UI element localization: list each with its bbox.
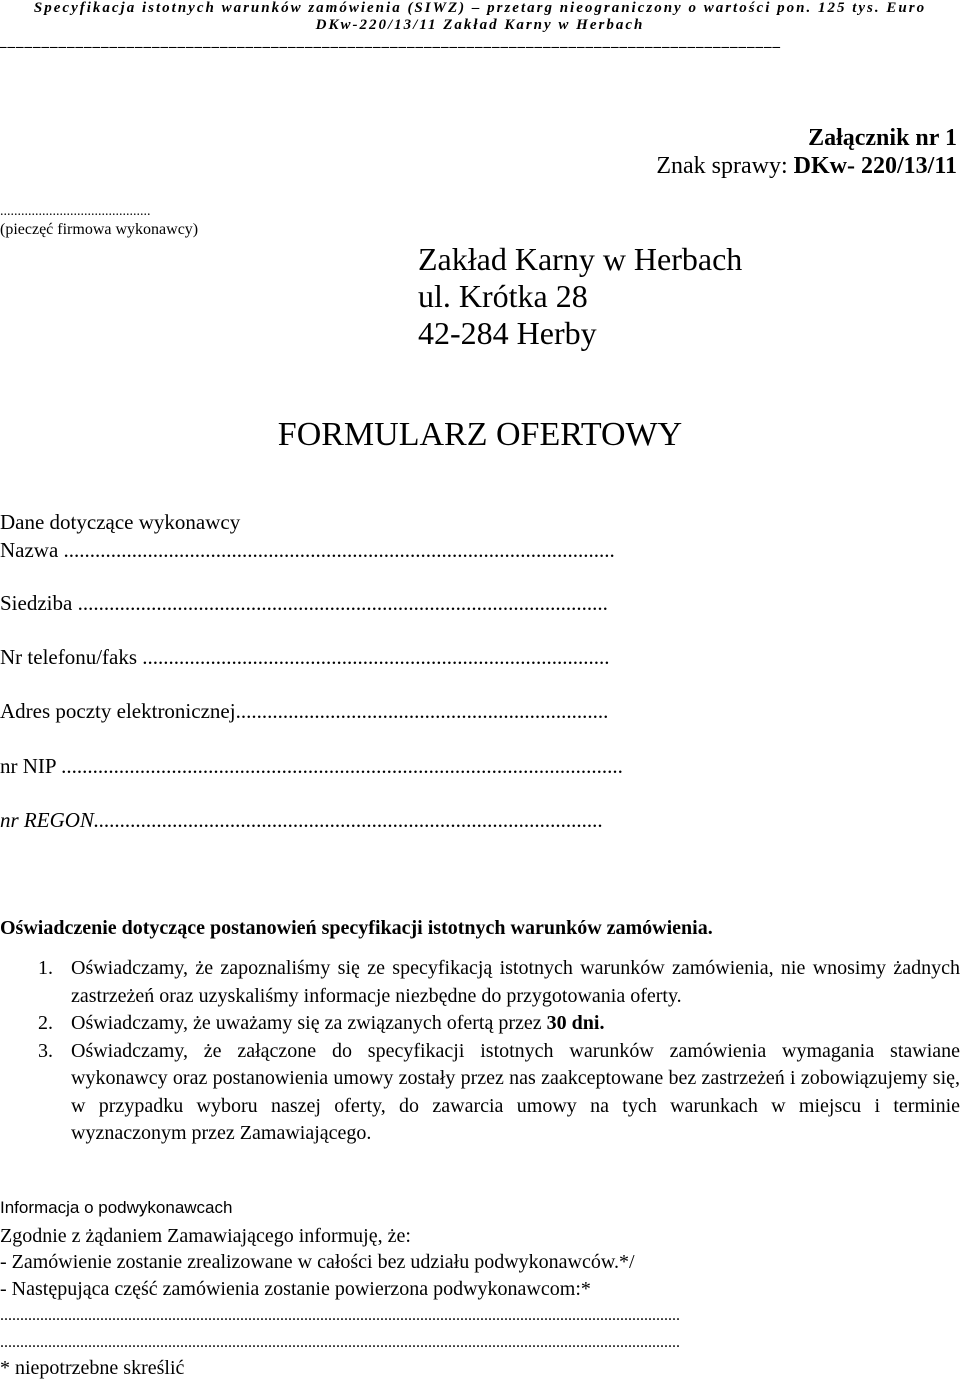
field-name[interactable] [0, 538, 830, 563]
addressee-name: Zakład Karny w Herbach [418, 241, 743, 277]
declaration-item-number: 2. [38, 1012, 53, 1034]
field-nip-dots: ........................................................................................................... [55, 754, 623, 778]
subcontracted-part-line-1[interactable]: .......................................................................................................................................................................... [0, 1307, 680, 1324]
field-address-dots: ..................................................................................................... [72, 591, 608, 615]
field-address-label: Siedziba [0, 591, 73, 615]
addressee-street: ul. Krótka 28 [418, 278, 588, 314]
field-email-dots: ....................................................................... [235, 699, 609, 723]
addressee-city: 42-284 Herby [418, 315, 597, 351]
company-stamp-placeholder: ........................................... [0, 204, 151, 219]
field-regon-dots: ................................................................................................. [93, 808, 604, 832]
declaration-item-text: Oświadczamy, że załączone do specyfikacji istotnych warunków zamówienia wymagania stawiane wykonawcy oraz postanowienia umowy zostały przez nas zaakceptowane bez zastrzeżeń i zobowiązujemy się, w przypadku wyboru naszej oferty, do zawarcia umowy na tych warunkach w miejscu i terminie wyznaczonym przez Zamawiającego. [71, 1039, 960, 1144]
company-stamp-caption: (pieczęć firmowa wykonawcy) [0, 221, 199, 238]
field-phone-fax-label: Nr telefonu/faks [0, 645, 138, 669]
offer-validity-period: 30 dni. [546, 1012, 605, 1034]
field-email-label: Adres poczty elektronicznej [0, 699, 236, 723]
field-name-dots: ......................................................................................................... [58, 538, 615, 562]
running-header-title: Specyfikacja istotnych warunków zamówienia (SIWZ) – przetarg nieograniczony o wartości pon. 125 tys. Euro [33, 0, 927, 16]
declaration-list [0, 955, 960, 1148]
field-regon[interactable] [0, 808, 830, 833]
field-address[interactable] [0, 591, 830, 616]
declaration-item-text: Oświadczamy, że zapoznaliśmy się ze specyfikacją istotnych warunków zamówienia, nie wnosimy żadnych zastrzeżeń oraz uzyskaliśmy informacje niezbędne do przygotowania oferty. [71, 957, 960, 1007]
contractor-heading: Dane dotyczące wykonawcy [0, 510, 241, 534]
field-email[interactable] [0, 699, 830, 724]
declaration-item-3 [0, 1038, 960, 1148]
field-phone-fax-dots: ......................................................................................... [137, 645, 610, 669]
header-rule: ____________________________________________________________________________________________ [0, 34, 782, 50]
form-title: FORMULARZ OFERTOWY [277, 416, 683, 453]
annex-title: Załącznik nr 1 [808, 125, 957, 151]
subcontractors-heading: Informacja o podwykonawcach [0, 1198, 233, 1217]
subcontracted-part-line-2[interactable]: .......................................................................................................................................................................... [0, 1334, 680, 1351]
field-name-label: Nazwa [0, 538, 59, 562]
field-regon-label: nr REGON [0, 808, 94, 832]
footnote: * niepotrzebne skreślić [0, 1357, 185, 1379]
subcontractors-option-partial[interactable]: - Następująca część zamówienia zostanie powierzona podwykonawcom:* [0, 1278, 591, 1300]
field-nip[interactable] [0, 754, 830, 779]
case-number [656, 153, 957, 180]
declaration-item-2 [0, 1010, 960, 1038]
declaration-item-1 [0, 955, 960, 1010]
case-number-value: DKw- 220/13/11 [793, 153, 957, 179]
declaration-item-number: 3. [38, 1039, 53, 1062]
running-header-reference: DKw-220/13/11 Zakład Karny w Herbach [315, 17, 645, 33]
declaration-item-number: 1. [38, 957, 53, 979]
case-number-label: Znak sprawy: [656, 153, 794, 179]
declaration-heading: Oświadczenie dotyczące postanowień specyfikacji istotnych warunków zamówienia. [0, 917, 713, 939]
field-nip-label: nr NIP [0, 754, 56, 778]
subcontractors-intro: Zgodnie z żądaniem Zamawiającego informuję, że: [0, 1225, 411, 1247]
field-phone-fax[interactable] [0, 645, 830, 670]
declaration-item-text-main: Oświadczamy, że uważamy się za związanych ofertą przez [71, 1012, 547, 1034]
subcontractors-option-none[interactable]: - Zamówienie zostanie zrealizowane w całości bez udziału podwykonawców.*/ [0, 1251, 635, 1273]
declaration-item-text [71, 1010, 960, 1038]
